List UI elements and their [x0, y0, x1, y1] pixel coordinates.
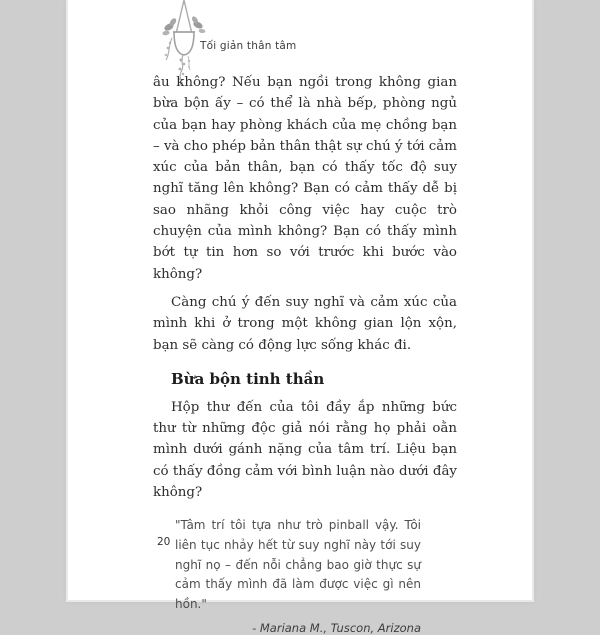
- page-content: [153, 72, 457, 635]
- running-head: Tối giản thân tâm: [200, 40, 297, 52]
- reader-quote: "Tâm trí tôi tựa như trò pinball vậy. Tôi liên tục nhảy hết từ suy nghĩ này tới suy nghĩ nọ – đến nỗi chẳng bao giờ thực sự cảm thấy mình đã làm được việc gì nên hồn.": [175, 518, 421, 611]
- book-page: [68, 0, 532, 635]
- quote-attribution: - Mariana M., Tuscon, Arizona: [252, 621, 421, 635]
- page-number: 20: [157, 536, 171, 548]
- paragraph-inbox: Hộp thư đến của tôi đầy ắp những bức thư từ những độc giả nói rằng họ phải oằn mình dưới gánh nặng của tâm trí. Liệu bạn có thấy đồng cảm với bình luận nào dưới đây không?: [153, 399, 457, 501]
- paragraph-motivation: Càng chú ý đến suy nghĩ và cảm xúc của mình khi ở trong một không gian lộn xộn, bạn sẽ càng có động lực sống khác đi.: [153, 294, 457, 353]
- paragraph-continuation: âu không? Nếu bạn ngồi trong không gian bừa bộn ấy – có thể là nhà bếp, phòng ngủ của bạn hay phòng khách của mẹ chồng bạn – và cho phép bản thân thật sự chú ý tới cảm xúc của bản thân, bạn có thấy tốc độ suy nghĩ tăng lên không? Bạn có cảm thấy dễ bị sao nhãng khỏi công việc hay cuộc trò chuyện của mình không? Bạn có thấy mình bớt tự tin hơn so với trước khi bước vào không?: [153, 75, 457, 282]
- section-heading: Bừa bộn tinh thần: [171, 369, 325, 388]
